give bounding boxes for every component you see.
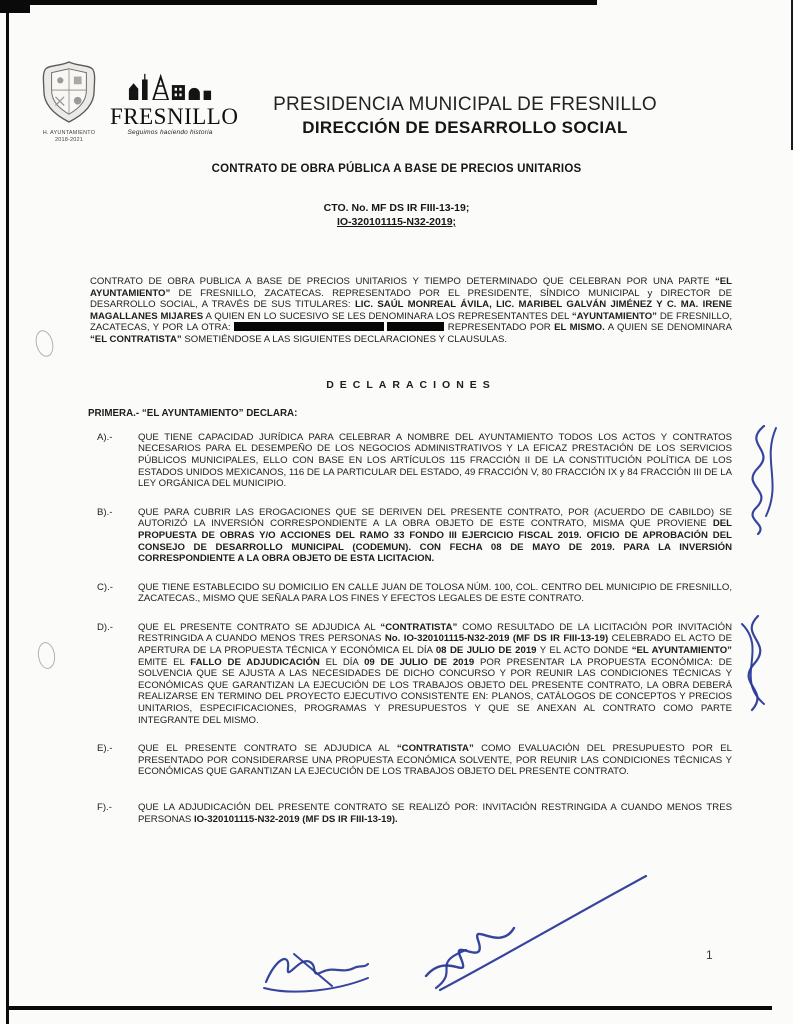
item-e-label: E).- <box>97 743 113 755</box>
letterhead <box>226 94 704 138</box>
item-c-text: QUE TIENE ESTABLECIDO SU DOMICILIO EN CALLE JUAN DE TOLOSA NÚM. 100, COL. CENTRO DEL MUNICIPIO DE FRESNILLO, ZACATECAS., MISMO QUE SEÑALA PARA LOS FINES Y EFECTOS LEGALES DE ESTE CONTRATO. <box>138 581 732 605</box>
item-a-text: QUE TIENE CAPACIDAD JURÍDICA PARA CELEBRAR A NOMBRE DEL AYUNTAMIENTO TODOS LOS ACTOS Y CONTRATOS NECESARIOS PARA EL DESEMPEÑO DE LOS NEGOCIOS ADMINISTRATIVOS Y LA EFICAZ PRESTACIÓN DE LOS SERVICIOS PÚBLICOS MUNICIPALES, ELLO CON BASE EN LOS ARTÍCULOS 115 FRACCIÓN II DE LA CONSTITUCIÓN POLÍTICA DE LOS ESTADOS UNIDOS MEXICANOS, 116 DE LA PARTICULAR DEL ESTADO, 49 FRACCIÓN V, 80 FRACCIÓN IX y 84 FRACCIÓN III DE LA LEY ORGÁNICA DEL MUNICIPIO. <box>138 431 732 490</box>
declaration-item-b <box>90 507 732 565</box>
declaration-item-f <box>90 802 732 825</box>
signature-ink-right-2 <box>724 610 790 723</box>
item-c-label: C).- <box>97 581 113 593</box>
signature-ink-bottom-left <box>260 946 372 1003</box>
declaration-item-a <box>90 432 732 490</box>
municipal-crest-logo <box>38 60 100 144</box>
item-e-text: QUE EL PRESENTE CONTRATO SE ADJUDICA AL “CONTRATISTA” COMO EVALUACIÓN DEL PRESUPUESTO POR EL PRESENTADO POR CONSIDERARSE UNA PROPUESTA ECONÓMICA SOLVENTE, POR REUNIR LAS CONDICIONES TÉCNICAS Y ECONÓMICAS QUE GARANTIZAN LA EJECUCIÓN DE LOS TRABAJOS OBJETO DEL PRESENTE CONTRATO. <box>138 743 732 778</box>
scan-artifact-top-edge <box>0 0 597 5</box>
fresnillo-tagline: Seguimos haciendo historia <box>127 129 213 136</box>
scan-artifact-corner <box>0 0 30 13</box>
item-f-text: QUE LA ADJUDICACIÓN DEL PRESENTE CONTRATO SE REALIZÓ POR: INVITACIÓN RESTRINGIDA A CUANDO MENOS TRES PERSONAS IO-320101115-N32-2019 (MF DS IR FIII-13-19). <box>138 802 732 825</box>
crest-shield-icon <box>40 60 98 124</box>
declaration-item-e <box>90 743 732 778</box>
letterhead-subtitle: DIRECCIÓN DE DESARROLLO SOCIAL <box>302 118 628 137</box>
item-b-text: QUE PARA CUBRIR LAS EROGACIONES QUE SE DERIVEN DEL PRESENTE CONTRATO, POR (ACUERDO DE CABILDO) SE AUTORIZÓ LA INVERSIÓN CORRESPONDIENTE A LA OBRA OBJETO DE ESTE CONTRATO, MISMA QUE PROVIENE DEL PROPUESTA DE OBRAS Y/O ACCIONES DEL RAMO 33 FONDO III EJERCICIO FISCAL 2019. OFICIO DE APROBACIÓN DEL CONSEJO DE DESARROLLO MUNICIPAL (CODEMUN). CON FECHA 08 DE MAYO DE 2019. PARA LA INVERSIÓN CORRESPONDIENTE A LA OBRA OBJETO DE ESTA LICITACION. <box>138 506 732 565</box>
page-number: 1 <box>706 948 713 962</box>
item-d-label: D).- <box>97 621 113 633</box>
declaration-item-c <box>90 582 732 605</box>
scan-artifact-ellipse-1 <box>33 328 56 358</box>
contract-number-line2: IO-320101115-N32-2019; <box>336 216 457 228</box>
primera-heading: PRIMERA.- “EL AYUNTAMIENTO” DECLARA: <box>88 408 298 420</box>
scan-artifact-left-edge <box>6 0 9 1024</box>
scan-artifact-bottom-edge <box>8 1006 772 1010</box>
letterhead-title: PRESIDENCIA MUNICIPAL DE FRESNILLO <box>273 94 657 115</box>
signature-ink-bottom-right <box>412 868 652 1001</box>
item-f-label: F).- <box>97 802 112 813</box>
document-title: CONTRATO DE OBRA PÚBLICA A BASE DE PRECIOS UNITARIOS <box>211 163 582 175</box>
declaration-item-d <box>90 622 732 726</box>
crest-caption-line2: 2018-2021 <box>54 137 84 143</box>
fresnillo-skyline-icon <box>124 72 216 100</box>
crest-caption-line1: H. AYUNTAMIENTO <box>42 130 96 136</box>
fresnillo-logo <box>110 72 239 136</box>
fresnillo-wordmark: FRESNILLO <box>110 104 239 129</box>
declaraciones-heading: DECLARACIONES <box>326 378 496 391</box>
contract-number-block <box>0 201 793 229</box>
item-b-label: B).- <box>97 506 113 518</box>
scan-artifact-ellipse-2 <box>36 641 57 670</box>
item-a-label: A).- <box>97 431 113 443</box>
item-d-text: QUE EL PRESENTE CONTRATO SE ADJUDICA AL “CONTRATISTA” COMO RESULTADO DE LA LICITACIÓN POR INVITACIÓN RESTRINGIDA A CUANDO MENOS TRES PERSONAS No. IO-320101115-N32-2019 (MF DS IR FIII-13-19) CELEBRADO EL ACTO DE APERTURA DE LA PROPUESTA TÉCNICA Y ECONÓMICA EL DÍA 08 DE JULIO DE 2019 Y EL ACTO DONDE “EL AYUNTAMIENTO” EMITE EL FALLO DE ADJUDICACIÓN EL DÍA 09 DE JULIO DE 2019 POR PRESENTAR LA PROPUESTA ECONÓMICA: DE SOLVENCIA QUE SE AJUSTA A LAS NECESIDADES DE DICHO CONCURSO Y POR REUNIR LAS CONDICIONES TÉCNICAS Y ECONÓMICAS QUE GARANTIZAN LA EJECUCIÓN DE LOS TRABAJOS OBJETO DEL PRESENTE CONTRATO, LA OBRA DEBERÁ REALIZARSE EN TERMINO DEL PROYECTO EJECUTIVO CONSISTENTE EN: PLANOS, CATÁLOGOS DE CONCEPTOS Y PRECIOS UNITARIOS, ESPECIFICACIONES, PROGRAMAS Y PRESUPUESTOS Y QUE SE ANEXAN AL CONTRATO COMO PARTE INTEGRANTE DEL MISMO. <box>138 621 733 726</box>
signature-ink-right-1 <box>728 420 792 543</box>
contract-number-line1: CTO. No. MF DS IR FIII-13-19; <box>323 202 470 214</box>
declarations-list <box>90 432 732 825</box>
intro-paragraph: CONTRATO DE OBRA PUBLICA A BASE DE PRECIOS UNITARIOS Y TIEMPO DETERMINADO QUE CELEBRAN POR UNA PARTE “EL AYUNTAMIENTO” DE FRESNILLO, ZACATECAS. REPRESENTADO POR EL PRESIDENTE, SÍNDICO MUNICIPAL y DIRECTOR DE DESARROLLO SOCIAL, A TRAVÉS DE SUS TITULARES: LIC. SAÚL MONREAL ÁVILA, LIC. MARIBEL GALVÁN JIMÉNEZ Y C. MA. IRENE MAGALLANES MIJARES A QUIEN EN LO SUCESIVO SE LES DENOMINARA LOS REPRESENTANTES DEL “AYUNTAMIENTO” DE FRESNILLO, ZACATECAS, Y POR LA OTRA: REPRESENTADO POR EL MISMO. A QUIEN SE DENOMINARA “EL CONTRATISTA” SOMETIÉNDOSE A LAS SIGUIENTES DECLARACIONES Y CLAUSULAS. <box>90 276 733 345</box>
document-body <box>90 276 732 842</box>
